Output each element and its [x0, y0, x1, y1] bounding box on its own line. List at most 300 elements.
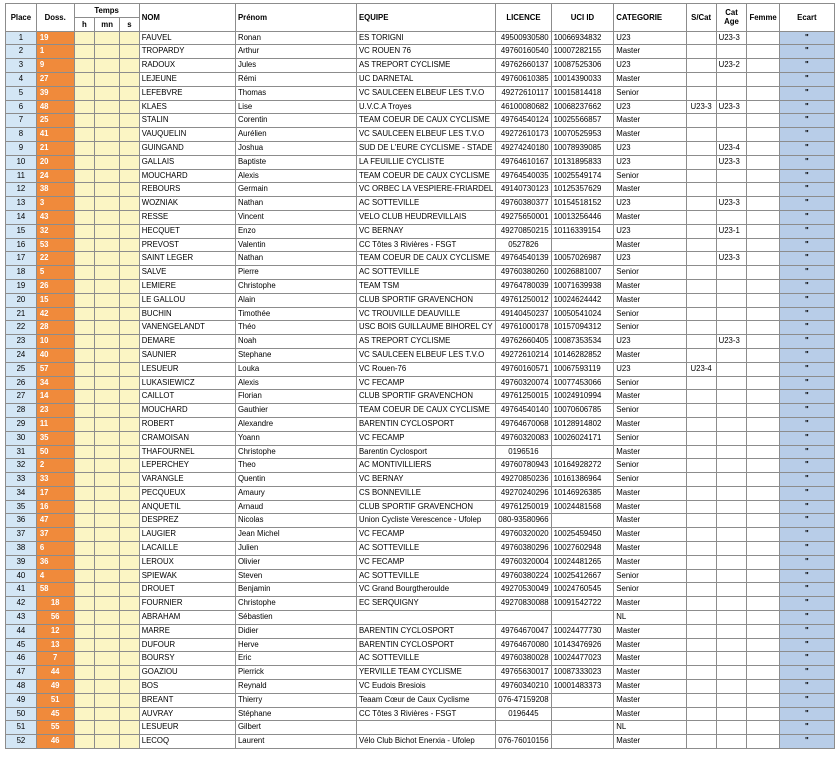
femme-cell[interactable]: [747, 500, 779, 514]
femme-cell[interactable]: [747, 569, 779, 583]
categorie-cell[interactable]: U23: [614, 224, 686, 238]
time-mn-cell[interactable]: [95, 514, 120, 528]
equipe-cell[interactable]: VC TROUVILLE DEAUVILLE: [356, 307, 495, 321]
scat-cell[interactable]: [686, 500, 716, 514]
doss-cell[interactable]: 14: [36, 390, 74, 404]
femme-cell[interactable]: [747, 72, 779, 86]
categorie-cell[interactable]: Master: [614, 666, 686, 680]
equipe-cell[interactable]: VC FECAMP: [356, 376, 495, 390]
table-row[interactable]: [6, 693, 835, 707]
time-mn-cell[interactable]: [95, 307, 120, 321]
licence-cell[interactable]: 46100080682: [496, 100, 551, 114]
ecart-cell[interactable]: ": [779, 376, 834, 390]
categorie-cell[interactable]: U23: [614, 100, 686, 114]
time-mn-cell[interactable]: [95, 583, 120, 597]
time-h-cell[interactable]: [74, 293, 95, 307]
catage-cell[interactable]: [716, 445, 747, 459]
place-cell[interactable]: 7: [6, 114, 37, 128]
time-s-cell[interactable]: [120, 500, 140, 514]
place-cell[interactable]: 2: [6, 45, 37, 59]
table-row[interactable]: [6, 183, 835, 197]
equipe-cell[interactable]: TEAM COEUR DE CAUX CYCLISME: [356, 404, 495, 418]
time-h-cell[interactable]: [74, 473, 95, 487]
equipe-cell[interactable]: CS BONNEVILLE: [356, 486, 495, 500]
nom-cell[interactable]: TROPARDY: [139, 45, 235, 59]
table-row[interactable]: [6, 583, 835, 597]
time-mn-cell[interactable]: [95, 252, 120, 266]
scat-cell[interactable]: [686, 431, 716, 445]
time-s-cell[interactable]: [120, 707, 140, 721]
prenom-cell[interactable]: Quentin: [235, 473, 356, 487]
table-row[interactable]: [6, 459, 835, 473]
time-mn-cell[interactable]: [95, 390, 120, 404]
uci-id-cell[interactable]: 10025459450: [551, 528, 614, 542]
uci-id-cell[interactable]: 10091542722: [551, 597, 614, 611]
scat-cell[interactable]: [686, 114, 716, 128]
prenom-cell[interactable]: Ronan: [235, 31, 356, 45]
time-s-cell[interactable]: [120, 569, 140, 583]
place-cell[interactable]: 27: [6, 390, 37, 404]
licence-cell[interactable]: 49764540139: [496, 252, 551, 266]
time-mn-cell[interactable]: [95, 362, 120, 376]
scat-cell[interactable]: [686, 279, 716, 293]
scat-cell[interactable]: [686, 542, 716, 556]
categorie-cell[interactable]: Master: [614, 486, 686, 500]
time-h-cell[interactable]: [74, 542, 95, 556]
categorie-cell[interactable]: Master: [614, 500, 686, 514]
time-h-cell[interactable]: [74, 528, 95, 542]
femme-cell[interactable]: [747, 555, 779, 569]
time-h-cell[interactable]: [74, 390, 95, 404]
place-cell[interactable]: 28: [6, 404, 37, 418]
catage-cell[interactable]: [716, 266, 747, 280]
uci-id-cell[interactable]: 10164928272: [551, 459, 614, 473]
time-h-cell[interactable]: [74, 707, 95, 721]
ecart-cell[interactable]: ": [779, 486, 834, 500]
place-cell[interactable]: 35: [6, 500, 37, 514]
nom-cell[interactable]: DEMARE: [139, 335, 235, 349]
prenom-cell[interactable]: Valentin: [235, 238, 356, 252]
uci-id-cell[interactable]: 10146282852: [551, 348, 614, 362]
place-cell[interactable]: 31: [6, 445, 37, 459]
time-s-cell[interactable]: [120, 542, 140, 556]
uci-id-cell[interactable]: 10024760545: [551, 583, 614, 597]
time-h-cell[interactable]: [74, 362, 95, 376]
licence-cell[interactable]: 49765630017: [496, 666, 551, 680]
time-h-cell[interactable]: [74, 155, 95, 169]
doss-cell[interactable]: 51: [36, 693, 74, 707]
licence-cell[interactable]: 076-47159208: [496, 693, 551, 707]
time-s-cell[interactable]: [120, 721, 140, 735]
place-cell[interactable]: 1: [6, 31, 37, 45]
licence-cell[interactable]: 49272610117: [496, 86, 551, 100]
licence-cell[interactable]: 49764670047: [496, 624, 551, 638]
time-s-cell[interactable]: [120, 611, 140, 625]
uci-id-cell[interactable]: 10066934832: [551, 31, 614, 45]
time-mn-cell[interactable]: [95, 376, 120, 390]
femme-cell[interactable]: [747, 611, 779, 625]
ecart-cell[interactable]: ": [779, 31, 834, 45]
ecart-cell[interactable]: ": [779, 197, 834, 211]
scat-cell[interactable]: [686, 390, 716, 404]
nom-cell[interactable]: LEJEUNE: [139, 72, 235, 86]
licence-cell[interactable]: 49140450237: [496, 307, 551, 321]
nom-cell[interactable]: FOURNIER: [139, 597, 235, 611]
time-h-cell[interactable]: [74, 666, 95, 680]
femme-cell[interactable]: [747, 321, 779, 335]
place-cell[interactable]: 49: [6, 693, 37, 707]
femme-cell[interactable]: [747, 459, 779, 473]
time-mn-cell[interactable]: [95, 597, 120, 611]
nom-cell[interactable]: MOUCHARD: [139, 169, 235, 183]
nom-cell[interactable]: VARANGLE: [139, 473, 235, 487]
time-h-cell[interactable]: [74, 693, 95, 707]
doss-cell[interactable]: 38: [36, 183, 74, 197]
doss-cell[interactable]: 23: [36, 404, 74, 418]
licence-cell[interactable]: 49760160571: [496, 362, 551, 376]
femme-cell[interactable]: [747, 362, 779, 376]
equipe-cell[interactable]: [356, 721, 495, 735]
femme-cell[interactable]: [747, 707, 779, 721]
time-h-cell[interactable]: [74, 100, 95, 114]
time-h-cell[interactable]: [74, 114, 95, 128]
doss-cell[interactable]: 35: [36, 431, 74, 445]
categorie-cell[interactable]: U23: [614, 335, 686, 349]
femme-cell[interactable]: [747, 141, 779, 155]
doss-cell[interactable]: 56: [36, 611, 74, 625]
catage-cell[interactable]: [716, 693, 747, 707]
catage-cell[interactable]: [716, 128, 747, 142]
doss-cell[interactable]: 11: [36, 417, 74, 431]
equipe-cell[interactable]: SUD DE L'EURE CYCLISME - STADE: [356, 141, 495, 155]
categorie-cell[interactable]: Senior: [614, 266, 686, 280]
time-h-cell[interactable]: [74, 31, 95, 45]
table-row[interactable]: [6, 335, 835, 349]
equipe-cell[interactable]: TEAM COEUR DE CAUX CYCLISME: [356, 114, 495, 128]
time-mn-cell[interactable]: [95, 238, 120, 252]
table-row[interactable]: [6, 528, 835, 542]
equipe-cell[interactable]: VC BERNAY: [356, 473, 495, 487]
ecart-cell[interactable]: ": [779, 666, 834, 680]
catage-cell[interactable]: [716, 597, 747, 611]
equipe-cell[interactable]: AC SOTTEVILLE: [356, 569, 495, 583]
place-cell[interactable]: 33: [6, 473, 37, 487]
uci-id-cell[interactable]: 10024481265: [551, 555, 614, 569]
scat-cell[interactable]: [686, 183, 716, 197]
prenom-cell[interactable]: Enzo: [235, 224, 356, 238]
femme-cell[interactable]: [747, 624, 779, 638]
femme-cell[interactable]: [747, 721, 779, 735]
doss-cell[interactable]: 33: [36, 473, 74, 487]
scat-cell[interactable]: [686, 252, 716, 266]
licence-cell[interactable]: 49270830088: [496, 597, 551, 611]
scat-cell[interactable]: [686, 321, 716, 335]
time-s-cell[interactable]: [120, 417, 140, 431]
categorie-cell[interactable]: U23: [614, 197, 686, 211]
licence-cell[interactable]: 49270850236: [496, 473, 551, 487]
time-h-cell[interactable]: [74, 279, 95, 293]
licence-cell[interactable]: 49760320020: [496, 528, 551, 542]
scat-cell[interactable]: [686, 224, 716, 238]
catage-cell[interactable]: [716, 611, 747, 625]
femme-cell[interactable]: [747, 390, 779, 404]
licence-cell[interactable]: 49274240180: [496, 141, 551, 155]
equipe-cell[interactable]: VC SAULCEEN ELBEUF LES T.V.O: [356, 86, 495, 100]
uci-id-cell[interactable]: 10131895833: [551, 155, 614, 169]
doss-cell[interactable]: 45: [36, 707, 74, 721]
ecart-cell[interactable]: ": [779, 45, 834, 59]
uci-id-cell[interactable]: [551, 445, 614, 459]
time-mn-cell[interactable]: [95, 266, 120, 280]
place-cell[interactable]: 5: [6, 86, 37, 100]
licence-cell[interactable]: 49760380224: [496, 569, 551, 583]
time-s-cell[interactable]: [120, 252, 140, 266]
licence-cell[interactable]: 49275650001: [496, 210, 551, 224]
uci-id-cell[interactable]: 10024481568: [551, 500, 614, 514]
prenom-cell[interactable]: Sébastien: [235, 611, 356, 625]
time-h-cell[interactable]: [74, 486, 95, 500]
uci-id-cell[interactable]: 10067593119: [551, 362, 614, 376]
scat-cell[interactable]: [686, 735, 716, 749]
licence-cell[interactable]: 49764540124: [496, 114, 551, 128]
time-s-cell[interactable]: [120, 307, 140, 321]
time-s-cell[interactable]: [120, 114, 140, 128]
doss-cell[interactable]: 41: [36, 128, 74, 142]
uci-id-cell[interactable]: 10001483373: [551, 680, 614, 694]
nom-cell[interactable]: LEFEBVRE: [139, 86, 235, 100]
table-row[interactable]: [6, 721, 835, 735]
catage-cell[interactable]: [716, 569, 747, 583]
equipe-cell[interactable]: EC SERQUIGNY: [356, 597, 495, 611]
table-row[interactable]: [6, 473, 835, 487]
scat-cell[interactable]: [686, 459, 716, 473]
ecart-cell[interactable]: ": [779, 528, 834, 542]
place-cell[interactable]: 4: [6, 72, 37, 86]
place-cell[interactable]: 23: [6, 335, 37, 349]
catage-cell[interactable]: [716, 707, 747, 721]
ecart-cell[interactable]: ": [779, 624, 834, 638]
uci-id-cell[interactable]: 10143476926: [551, 638, 614, 652]
doss-cell[interactable]: 4: [36, 569, 74, 583]
equipe-cell[interactable]: AS TREPORT CYCLISME: [356, 59, 495, 73]
place-cell[interactable]: 9: [6, 141, 37, 155]
doss-cell[interactable]: 10: [36, 335, 74, 349]
table-row[interactable]: [6, 445, 835, 459]
doss-cell[interactable]: 6: [36, 542, 74, 556]
table-row[interactable]: [6, 100, 835, 114]
nom-cell[interactable]: GALLAIS: [139, 155, 235, 169]
table-row[interactable]: [6, 597, 835, 611]
nom-cell[interactable]: LEROUX: [139, 555, 235, 569]
equipe-cell[interactable]: UC DARNETAL: [356, 72, 495, 86]
catage-cell[interactable]: [716, 652, 747, 666]
categorie-cell[interactable]: U23: [614, 252, 686, 266]
time-mn-cell[interactable]: [95, 528, 120, 542]
licence-cell[interactable]: 49270850215: [496, 224, 551, 238]
time-mn-cell[interactable]: [95, 459, 120, 473]
uci-id-cell[interactable]: [551, 707, 614, 721]
equipe-cell[interactable]: BARENTIN CYCLOSPORT: [356, 624, 495, 638]
femme-cell[interactable]: [747, 417, 779, 431]
licence-cell[interactable]: 49760380028: [496, 652, 551, 666]
time-s-cell[interactable]: [120, 597, 140, 611]
place-cell[interactable]: 43: [6, 611, 37, 625]
ecart-cell[interactable]: ": [779, 569, 834, 583]
prenom-cell[interactable]: Pierrick: [235, 666, 356, 680]
licence-cell[interactable]: 49764540035: [496, 169, 551, 183]
equipe-cell[interactable]: VC Eudois Bresiois: [356, 680, 495, 694]
table-row[interactable]: [6, 307, 835, 321]
catage-cell[interactable]: U23-3: [716, 155, 747, 169]
femme-cell[interactable]: [747, 307, 779, 321]
ecart-cell[interactable]: ": [779, 459, 834, 473]
uci-id-cell[interactable]: [551, 721, 614, 735]
equipe-cell[interactable]: BARENTIN CYCLOSPORT: [356, 417, 495, 431]
nom-cell[interactable]: LUKASIEWICZ: [139, 376, 235, 390]
uci-id-cell[interactable]: 10007282155: [551, 45, 614, 59]
nom-cell[interactable]: ROBERT: [139, 417, 235, 431]
time-s-cell[interactable]: [120, 266, 140, 280]
prenom-cell[interactable]: Timothée: [235, 307, 356, 321]
uci-id-cell[interactable]: 10026881007: [551, 266, 614, 280]
prenom-cell[interactable]: Nicolas: [235, 514, 356, 528]
equipe-cell[interactable]: ES TORIGNI: [356, 31, 495, 45]
prenom-cell[interactable]: Corentin: [235, 114, 356, 128]
catage-cell[interactable]: U23-3: [716, 252, 747, 266]
uci-id-cell[interactable]: 10161386964: [551, 473, 614, 487]
uci-id-cell[interactable]: 10128914802: [551, 417, 614, 431]
nom-cell[interactable]: SAINT LEGER: [139, 252, 235, 266]
time-s-cell[interactable]: [120, 141, 140, 155]
ecart-cell[interactable]: ": [779, 652, 834, 666]
table-row[interactable]: [6, 45, 835, 59]
uci-id-cell[interactable]: 10068237662: [551, 100, 614, 114]
nom-cell[interactable]: CAILLOT: [139, 390, 235, 404]
time-mn-cell[interactable]: [95, 486, 120, 500]
ecart-cell[interactable]: ": [779, 735, 834, 749]
place-cell[interactable]: 42: [6, 597, 37, 611]
femme-cell[interactable]: [747, 348, 779, 362]
catage-cell[interactable]: U23-3: [716, 100, 747, 114]
prenom-cell[interactable]: Gilbert: [235, 721, 356, 735]
table-row[interactable]: [6, 404, 835, 418]
licence-cell[interactable]: 0196445: [496, 707, 551, 721]
nom-cell[interactable]: ABRAHAM: [139, 611, 235, 625]
time-mn-cell[interactable]: [95, 183, 120, 197]
femme-cell[interactable]: [747, 100, 779, 114]
time-h-cell[interactable]: [74, 404, 95, 418]
time-h-cell[interactable]: [74, 445, 95, 459]
time-mn-cell[interactable]: [95, 611, 120, 625]
equipe-cell[interactable]: VC FECAMP: [356, 555, 495, 569]
scat-cell[interactable]: [686, 335, 716, 349]
time-s-cell[interactable]: [120, 514, 140, 528]
time-s-cell[interactable]: [120, 45, 140, 59]
time-h-cell[interactable]: [74, 45, 95, 59]
place-cell[interactable]: 47: [6, 666, 37, 680]
time-h-cell[interactable]: [74, 224, 95, 238]
catage-cell[interactable]: [716, 486, 747, 500]
time-h-cell[interactable]: [74, 252, 95, 266]
place-cell[interactable]: 30: [6, 431, 37, 445]
categorie-cell[interactable]: Master: [614, 45, 686, 59]
table-row[interactable]: [6, 31, 835, 45]
scat-cell[interactable]: [686, 376, 716, 390]
ecart-cell[interactable]: ": [779, 59, 834, 73]
prenom-cell[interactable]: Laurent: [235, 735, 356, 749]
nom-cell[interactable]: AUVRAY: [139, 707, 235, 721]
ecart-cell[interactable]: ": [779, 183, 834, 197]
time-mn-cell[interactable]: [95, 293, 120, 307]
catage-cell[interactable]: [716, 473, 747, 487]
licence-cell[interactable]: 0196516: [496, 445, 551, 459]
categorie-cell[interactable]: Senior: [614, 86, 686, 100]
equipe-cell[interactable]: BARENTIN CYCLOSPORT: [356, 638, 495, 652]
categorie-cell[interactable]: Master: [614, 348, 686, 362]
time-mn-cell[interactable]: [95, 114, 120, 128]
prenom-cell[interactable]: Christophe: [235, 279, 356, 293]
time-mn-cell[interactable]: [95, 155, 120, 169]
equipe-cell[interactable]: VC Rouen-76: [356, 362, 495, 376]
doss-cell[interactable]: 46: [36, 735, 74, 749]
time-s-cell[interactable]: [120, 666, 140, 680]
scat-cell[interactable]: [686, 155, 716, 169]
time-s-cell[interactable]: [120, 293, 140, 307]
time-h-cell[interactable]: [74, 307, 95, 321]
time-s-cell[interactable]: [120, 638, 140, 652]
uci-id-cell[interactable]: [551, 693, 614, 707]
prenom-cell[interactable]: Stéphane: [235, 707, 356, 721]
doss-cell[interactable]: 43: [36, 210, 74, 224]
femme-cell[interactable]: [747, 59, 779, 73]
catage-cell[interactable]: U23-3: [716, 197, 747, 211]
doss-cell[interactable]: 7: [36, 652, 74, 666]
ecart-cell[interactable]: ": [779, 404, 834, 418]
nom-cell[interactable]: SALVE: [139, 266, 235, 280]
uci-id-cell[interactable]: [551, 735, 614, 749]
uci-id-cell[interactable]: 10050541024: [551, 307, 614, 321]
categorie-cell[interactable]: Master: [614, 514, 686, 528]
catage-cell[interactable]: [716, 210, 747, 224]
equipe-cell[interactable]: VC SAULCEEN ELBEUF LES T.V.O: [356, 348, 495, 362]
uci-id-cell[interactable]: 10024910994: [551, 390, 614, 404]
prenom-cell[interactable]: Jean Michel: [235, 528, 356, 542]
time-s-cell[interactable]: [120, 128, 140, 142]
time-s-cell[interactable]: [120, 169, 140, 183]
prenom-cell[interactable]: Joshua: [235, 141, 356, 155]
place-cell[interactable]: 17: [6, 252, 37, 266]
time-mn-cell[interactable]: [95, 569, 120, 583]
uci-id-cell[interactable]: 10025566857: [551, 114, 614, 128]
catage-cell[interactable]: [716, 721, 747, 735]
scat-cell[interactable]: [686, 473, 716, 487]
nom-cell[interactable]: WOZNIAK: [139, 197, 235, 211]
categorie-cell[interactable]: Master: [614, 390, 686, 404]
time-s-cell[interactable]: [120, 652, 140, 666]
categorie-cell[interactable]: Master: [614, 72, 686, 86]
scat-cell[interactable]: [686, 45, 716, 59]
equipe-cell[interactable]: VELO CLUB HEUDREVILLAIS: [356, 210, 495, 224]
doss-cell[interactable]: 42: [36, 307, 74, 321]
time-h-cell[interactable]: [74, 680, 95, 694]
time-s-cell[interactable]: [120, 321, 140, 335]
table-row[interactable]: [6, 514, 835, 528]
licence-cell[interactable]: [496, 721, 551, 735]
doss-cell[interactable]: 40: [36, 348, 74, 362]
time-mn-cell[interactable]: [95, 473, 120, 487]
uci-id-cell[interactable]: 10025549174: [551, 169, 614, 183]
doss-cell[interactable]: 17: [36, 486, 74, 500]
